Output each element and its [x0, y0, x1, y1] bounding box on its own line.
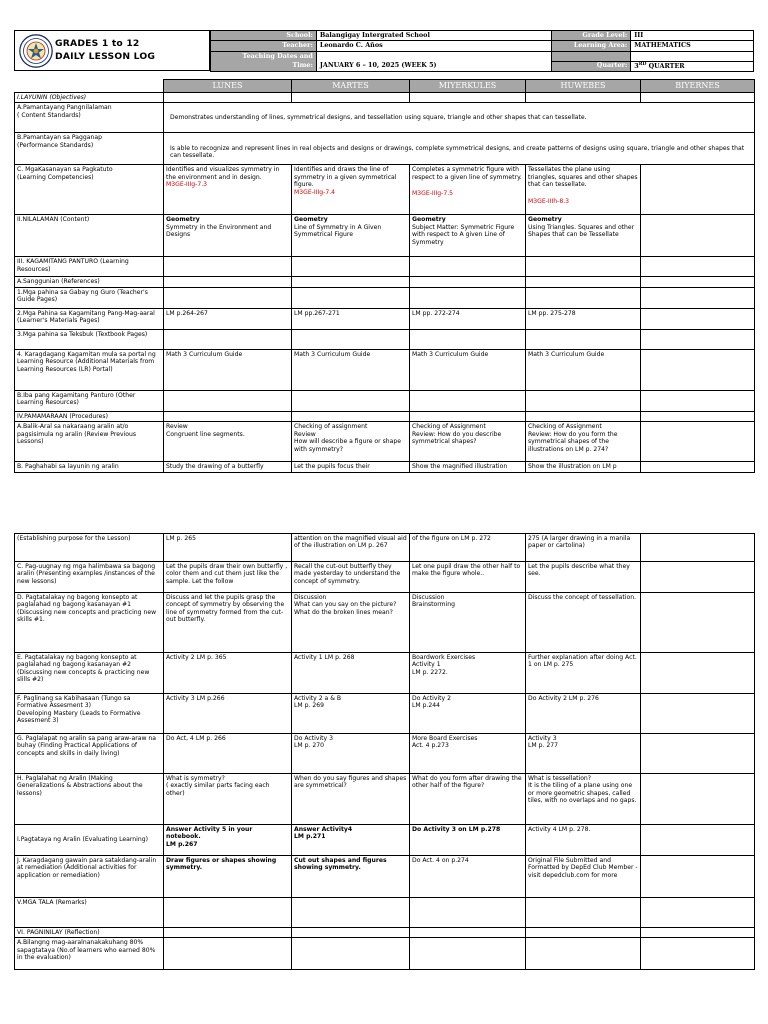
pamamaraan-label: IV.PAMAMARAAN (Procedures): [15, 411, 164, 421]
generalization-cell: When do you say figures and shapes are symmetrical?: [292, 774, 410, 825]
lm-pages-cell: LM pp. 272-274: [410, 308, 526, 329]
application-cell: Do Activity 3 LM p. 270: [292, 734, 410, 774]
new-concepts-1-cell: Discussion Brainstorming: [410, 593, 526, 653]
purpose-cell: Study the drawing of a butterfly: [164, 462, 292, 472]
generalization-cell: What do you form after drawing the other half of the figure?: [410, 774, 526, 825]
purpose-label-cont: (Establishing purpose for the Lesson): [15, 534, 164, 562]
area-value: MATHEMATICS: [631, 41, 754, 51]
evaluation-cell: Do Activity 3 on LM p.278: [410, 825, 526, 856]
form-title-line2: DAILY LESSON LOG: [55, 51, 156, 62]
assignment-cell: Draw figures or shapes showing symmetry.: [164, 856, 292, 898]
performance-standards-label: B.Pamantayan sa Pagganap (Performance Standards): [15, 133, 164, 165]
new-concepts-1-cell: Discuss and let the pupils grasp the concept of symmetry by observing the line of symmetry formed from the cut-out butterfly.: [164, 593, 292, 653]
competency-cell: Identifies and visualizes symmetry in the environment and in design. M3GE-IIIg-7.3: [164, 165, 292, 215]
area-label: Learning Area:: [552, 41, 631, 51]
teacher-label: Teacher:: [211, 41, 317, 51]
assignment-cell: Original File Submitted and Formatted by DepEd Club Member - visit depedclub.com for more: [526, 856, 641, 898]
new-concepts-1-cell: Discussion What can you say on the picture? What do the broken lines mean?: [292, 593, 410, 653]
quarter-label: Quarter:: [552, 61, 631, 71]
quarter-value: 3RD QUARTER: [631, 61, 754, 71]
form-title-line1: GRADES 1 to 12: [55, 38, 140, 49]
new-concepts-2-cell: Further explanation after doing Act. 1 on LM p. 275: [526, 653, 641, 694]
day-header-lunes: LUNES: [164, 80, 292, 93]
day-header-martes: MARTES: [292, 80, 410, 93]
examples-cell: Let the pupils draw their own butterfly , color them and cut them just like the sample. Let the follow: [164, 562, 292, 593]
purpose-cell: 275 (A larger drawing in a manila paper or cartolina): [526, 534, 641, 562]
lm-pages-label: 2.Mga Pahina sa Kagamitang Pang-Mag-aaral (Learner's Materials Pages): [15, 308, 164, 329]
application-label: G. Paglalapat ng aralin sa pang araw-araw na buhay (Finding Practical Applications of concepts and skills in daily living): [15, 734, 164, 774]
generalization-cell: What is symmetry? ( exactly similar parts facing each other): [164, 774, 292, 825]
content-standards-label: A.Pamantayang Pangnilalaman ( Content Standards): [15, 103, 164, 133]
examples-cell: Recall the cut-out butterfly they made yesterday to understand the concept of symmetry.: [292, 562, 410, 593]
review-label: A.Balik-Aral sa nakaraang aralin at/o pagsisimula ng aralin (Review Previous Lessons): [15, 422, 164, 462]
teacher-value: Leonardo C. Años: [316, 41, 551, 51]
purpose-cell: Show the magnified illustration: [410, 462, 526, 472]
title-box: [14, 30, 210, 71]
content-cell: Geometry Using Triangles. Squares and other Shapes that can be Tessellate: [526, 215, 641, 257]
review-cell: Checking of Assignment Review: How do you form the symmetrical shapes of the illustrations on LM p. 274?: [526, 422, 641, 462]
header: [14, 30, 754, 71]
generalization-label: H. Paglalahat ng Aralin (Making Generalizations & Abstractions about the lessons): [15, 774, 164, 825]
kagamitan-label: III. KAGAMITANG PANTURO (Learning Resources): [15, 257, 164, 277]
application-cell: More Board Exercises Act. 4 p.273: [410, 734, 526, 774]
evaluation-cell: Answer Activity 5 in your notebook. LM p.267: [164, 825, 292, 856]
competency-cell: Identifies and draws the line of symmetry in a given symmetrical figure. M3GE-IIIg-7.4: [292, 165, 410, 215]
grade-value: III: [631, 31, 754, 41]
lr-portal-cell: Math 3 Curriculum Guide: [526, 349, 641, 390]
deped-seal-icon: [19, 34, 53, 68]
evaluation-cell: Answer Activity4 LM p.271: [292, 825, 410, 856]
examples-cell: Let one pupil draw the other half to make the figure whole..: [410, 562, 526, 593]
day-header-miyerkules: MIYERKULES: [410, 80, 526, 93]
assignment-cell: Do Act. 4 on p.274: [410, 856, 526, 898]
lm-pages-cell: LM pp.267-271: [292, 308, 410, 329]
review-cell: Review Congruent line segments.: [164, 422, 292, 462]
lm-pages-cell: LM p.264-267: [164, 308, 292, 329]
content-cell: Geometry Symmetry in the Environment and Designs: [164, 215, 292, 257]
purpose-cell: Show the illustration on LM p: [526, 462, 641, 472]
header-info-table: [210, 30, 754, 72]
learners-80-label: A.Bilangng mag-aaralnanakakuhang 80% sapagtataya (No.of learners who earned 80% in the evaluation): [15, 938, 164, 970]
mastery-cell: Activity 3 LM p.266: [164, 694, 292, 734]
remarks-label: V.MGA TALA (Remarks): [15, 898, 164, 928]
performance-standards-text: Is able to recognize and represent lines in real objects and designs or drawings, complete symmetrical designs, and create patterns of designs using square, triangle and other shapes that can tessellate.: [164, 133, 755, 165]
assignment-label: J. Karagdagang gawain para satakdang-aralin at remediation (Additional activities for application or remediation): [15, 856, 164, 898]
examples-label: C. Pag-uugnay ng mga halimbawa sa bagong aralin (Presenting examples /instances of the new lessons): [15, 562, 164, 593]
reflection-label: VI. PAGNINILAY (Reflection): [15, 928, 164, 938]
school-value: Balangigay Intergrated School: [316, 31, 551, 41]
new-concepts-1-label: D. Pagtatalakay ng bagong konsepto at paglalahad ng bagong kasanayan #1 (Discussing new concepts and practicing new skills #1.: [15, 593, 164, 653]
application-cell: Do Act, 4 LM p. 266: [164, 734, 292, 774]
evaluation-label: I.Pagtataya ng Aralin (Evaluating Learning): [15, 825, 164, 856]
generalization-cell: What is tessellation? It is the tiling of a plane using one or more geometric shapes, called tiles, with no overlaps and no gaps.: [526, 774, 641, 825]
layunin-label: I.LAYUNIN (Objectives): [15, 93, 164, 103]
sanggunian-label: A.Sanggunian (References): [15, 277, 164, 287]
school-label: School:: [211, 31, 317, 41]
grade-label: Grade Level:: [552, 31, 631, 41]
dll-table-page2: [14, 533, 755, 970]
examples-cell: Let the pupils describe what they see.: [526, 562, 641, 593]
lm-pages-cell: LM pp. 275-278: [526, 308, 641, 329]
content-cell: Geometry Line of Symmetry in A Given Symmetrical Figure: [292, 215, 410, 257]
new-concepts-2-cell: Activity 1 LM p. 268: [292, 653, 410, 694]
assignment-cell: Cut out shapes and figures showing symmetry.: [292, 856, 410, 898]
new-concepts-2-cell: Boardwork Exercises Activity 1 LM p. 2272.: [410, 653, 526, 694]
review-cell: Checking of assignment Review How will describe a figure or shape with symmetry?: [292, 422, 410, 462]
new-concepts-2-cell: Activity 2 LM p. 365: [164, 653, 292, 694]
dates-label: Teaching Dates and Time:: [211, 51, 317, 72]
content-standards-text: Demonstrates understanding of lines, symmetrical designs, and tessellation using square, triangle and other shapes that can tessellate.: [164, 103, 755, 133]
lr-portal-cell: Math 3 Curriculum Guide: [410, 349, 526, 390]
day-header-biyernes: BIYERNES: [641, 80, 755, 93]
competencies-label: C. MgaKasanayan sa Pagkatuto (Learning Competencies): [15, 165, 164, 215]
dates-value: JANUARY 6 – 10, 2025 (WEEK 5): [316, 51, 551, 72]
tg-pages-label: 1.Mga pahina sa Gabay ng Guro (Teacher's Guide Pages): [15, 287, 164, 308]
lr-portal-cell: Math 3 Curriculum Guide: [164, 349, 292, 390]
purpose-cell: attention on the magnified visual aid of the illustration on LM p. 267: [292, 534, 410, 562]
dll-table-page1: [14, 79, 755, 473]
purpose-cell: Let the pupils focus their: [292, 462, 410, 472]
mastery-label: F. Paglinang sa Kabihasaan (Tungo sa Formative Assesment 3) Developing Mastery (Leads to Formative Assesment 3): [15, 694, 164, 734]
lr-portal-label: 4. Karagdagang Kagamitan mula sa portal ng Learning Resource (Additional Materials from Learning Resources (LR) Portal): [15, 349, 164, 390]
competency-cell: Tessellates the plane using triangles, squares and other shapes that can tessellate. M3GE-IIIh-8.3: [526, 165, 641, 215]
purpose-cell: of the figure on LM p. 272: [410, 534, 526, 562]
purpose-cell: LM p. 265: [164, 534, 292, 562]
new-concepts-1-cell: Discuss the concept of tessellation.: [526, 593, 641, 653]
content-cell: Geometry Subject Matter: Symmetric Figure with respect to A given Line of Symmetry: [410, 215, 526, 257]
day-header-huwebes: HUWEBES: [526, 80, 641, 93]
competency-cell: Completes a symmetric figure with respect to a given line of symmetry. M3GE-IIIg-7.5: [410, 165, 526, 215]
evaluation-cell: Activity 4 LM p. 278.: [526, 825, 641, 856]
nilalaman-label: II.NILALAMAN (Content): [15, 215, 164, 257]
lr-portal-cell: Math 3 Curriculum Guide: [292, 349, 410, 390]
mastery-cell: Do Activity 2 LM p. 276: [526, 694, 641, 734]
mastery-cell: Activity 2 a & B LM p. 269: [292, 694, 410, 734]
purpose-label: B. Paghahabi sa layunin ng aralin: [15, 462, 164, 472]
textbook-pages-label: 3.Mga pahina sa Teksbuk (Textbook Pages): [15, 329, 164, 349]
new-concepts-2-label: E. Pagtatalakay ng bagong konsepto at paglalahad ng bagong kasanayan #2 (Discussing new concepts & practicing new slills #2): [15, 653, 164, 694]
review-cell: Checking of Assignment Review: How do you describe symmetrical shapes?: [410, 422, 526, 462]
mastery-cell: Do Activity 2 LM p.244: [410, 694, 526, 734]
application-cell: Activity 3 LM p. 277: [526, 734, 641, 774]
other-resources-label: B.Iba pang Kagamitang Panturo (Other Learning Resources): [15, 390, 164, 411]
